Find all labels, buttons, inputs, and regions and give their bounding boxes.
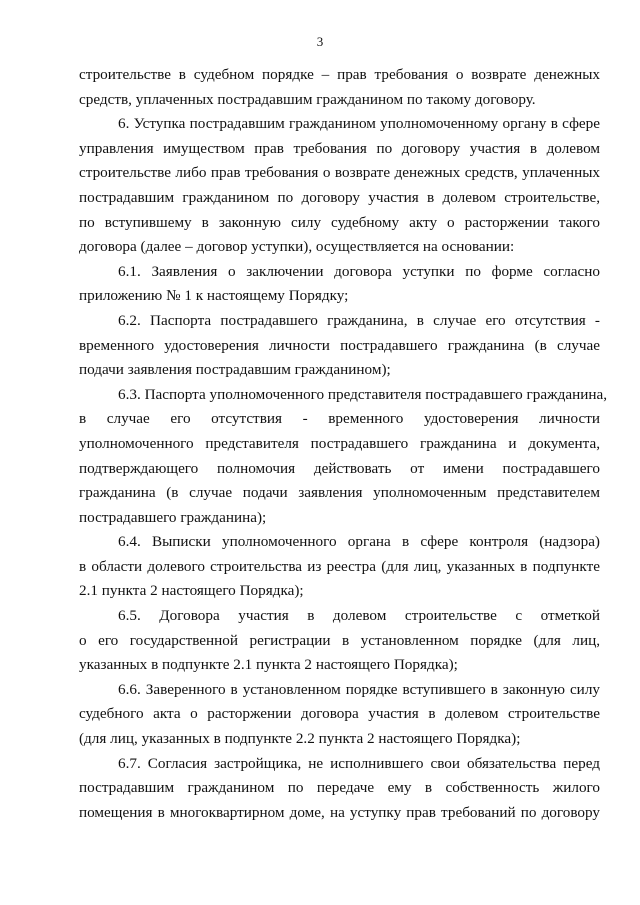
paragraph-p6-4: [79, 530, 600, 604]
text-line: договора (далее – договор уступки), осуществляется на основании:: [79, 238, 515, 256]
text-line: (для лиц, указанных в подпункте 2.2 пункта 2 настоящего Порядка);: [79, 730, 521, 748]
text-line: пострадавшим гражданином по договору участия в долевом строительстве,: [79, 188, 600, 206]
text-line: гражданина (в случае подачи заявления уполномоченным представителем: [79, 484, 600, 502]
text-line: пострадавшим гражданином по передаче ему в собственность жилого: [79, 779, 600, 797]
text-line: указанных в подпункте 2.1 пункта 2 настоящего Порядка);: [79, 656, 458, 674]
text-line: строительстве либо прав требования о возврате денежных средств, уплаченных: [79, 164, 600, 182]
paragraph-p6-6: [79, 678, 600, 752]
text-line: уполномоченного представителя пострадавшего гражданина и документа,: [79, 434, 600, 452]
text-line: 6.7. Согласия застройщика, не исполнившего свои обязательства перед: [118, 754, 600, 772]
text-line: 6.6. Заверенного в установленном порядке вступившего в законную силу: [118, 680, 600, 698]
paragraph-p6: [79, 112, 600, 260]
text-line: подачи заявления пострадавшим гражданином);: [79, 361, 391, 379]
paragraph-p0: [79, 63, 600, 112]
paragraph-p6-5: [79, 604, 600, 678]
text-line: 6.4. Выписки уполномоченного органа в сфере контроля (надзора): [118, 533, 600, 551]
text-line: в области долевого строительства из реестра (для лиц, указанных в подпункте: [79, 557, 600, 575]
text-line: приложению № 1 к настоящему Порядку;: [79, 287, 349, 305]
paragraph-p6-3: [79, 383, 608, 531]
text-line: строительстве в судебном порядке – прав требования о возврате денежных: [79, 66, 600, 83]
text-line: о его государственной регистрации в установленном порядке (для лиц,: [79, 631, 600, 649]
text-line: 6.2. Паспорта пострадавшего гражданина, в случае его отсутствия -: [118, 311, 600, 329]
text-line: 6. Уступка пострадавшим гражданином уполномоченному органу в сфере: [118, 115, 600, 133]
text-line: в случае его отсутствия - временного удостоверения личности: [79, 410, 600, 428]
page-number: 3: [316, 34, 324, 49]
text-line: управления имуществом прав требования по договору участия в долевом: [79, 139, 600, 157]
text-line: средств, уплаченных пострадавшим гражданином по такому договору.: [79, 90, 536, 108]
text-line: временного удостоверения личности пострадавшего гражданина (в случае: [79, 336, 600, 354]
paragraph-p6-7: [79, 752, 600, 826]
text-line: подтверждающего полномочия действовать от имени пострадавшего: [79, 459, 600, 477]
paragraph-p6-1: [79, 260, 600, 309]
text-line: помещения в многоквартирном доме, на уступку прав требований по договору: [79, 803, 600, 821]
text-line: 6.5. Договора участия в долевом строительстве с отметкой: [118, 607, 600, 625]
paragraph-p6-2: [79, 309, 600, 383]
text-line: пострадавшего гражданина);: [79, 508, 267, 526]
text-line: судебного акта о расторжении договора участия в долевом строительстве: [79, 705, 600, 723]
text-line: 6.3. Паспорта уполномоченного представителя пострадавшего гражданина,: [118, 385, 608, 403]
document-body: [79, 63, 608, 825]
text-line: 2.1 пункта 2 настоящего Порядка);: [79, 582, 304, 600]
text-line: 6.1. Заявления о заключении договора уступки по форме согласно: [118, 262, 600, 280]
text-line: по вступившему в законную силу судебному акту о расторжении такого: [79, 213, 600, 231]
